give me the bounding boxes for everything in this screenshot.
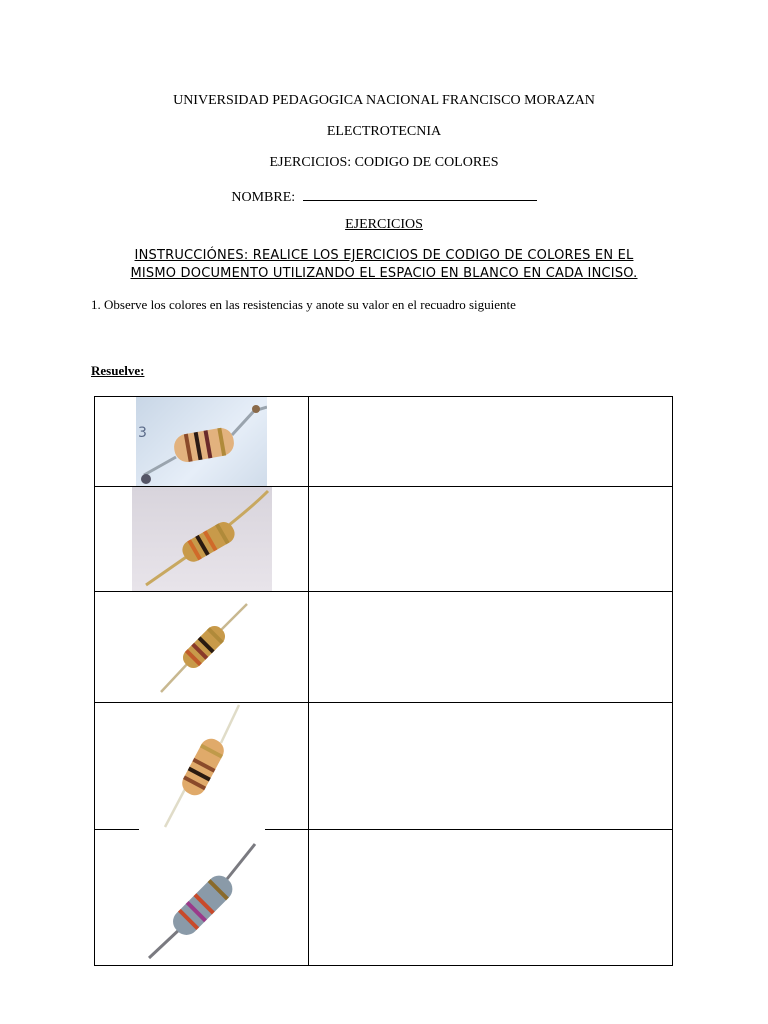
resistor-4-image — [139, 703, 265, 830]
resistor-5-image — [137, 830, 267, 965]
resistor-2-image — [132, 487, 272, 591]
exercise-table — [94, 396, 673, 966]
name-label: NOMBRE: — [231, 190, 296, 205]
answer-box-2[interactable] — [309, 487, 672, 591]
resistor-3-image — [149, 592, 257, 694]
instructions-line-1: INSTRUCCIÓNES: REALICE LOS EJERCICIOS DE CODIGO DE COLORES EN EL — [134, 248, 634, 263]
exercise-title: EJERCICIOS: CODIGO DE COLORES — [269, 155, 499, 170]
resistor-photo-5 — [137, 830, 267, 965]
resistor-1-image — [136, 397, 267, 486]
subject-title: ELECTROTECNIA — [326, 124, 442, 139]
answer-box-3[interactable] — [309, 592, 672, 702]
answer-box-1[interactable] — [309, 397, 672, 486]
table-row — [95, 592, 672, 703]
instructions-line-2: MISMO DOCUMENTO UTILIZANDO EL ESPACIO EN BLANCO EN CADA INCISO. — [130, 266, 638, 281]
instructions — [80, 247, 688, 283]
answer-box-5[interactable] — [309, 830, 672, 965]
name-blank-line[interactable] — [303, 186, 537, 201]
resistor-photo-3 — [149, 592, 257, 694]
table-row — [95, 487, 672, 592]
table-row — [95, 397, 672, 487]
resistor-photo-2 — [132, 487, 272, 591]
university-title: UNIVERSIDAD PEDAGOGICA NACIONAL FRANCISCO MORAZAN — [173, 93, 595, 108]
resistor-photo-1 — [136, 397, 267, 486]
question-1: 1. Observe los colores en las resistencias y anote su valor en el recuadro siguiente — [91, 297, 516, 312]
name-field — [0, 186, 768, 206]
resuelve-label: Resuelve: — [91, 363, 145, 378]
svg-text:3: 3 — [138, 425, 147, 441]
table-row — [95, 703, 672, 830]
table-row — [95, 830, 672, 965]
resistor-photo-4 — [139, 703, 265, 830]
answer-box-4[interactable] — [309, 703, 672, 829]
section-title: EJERCICIOS — [345, 217, 423, 232]
